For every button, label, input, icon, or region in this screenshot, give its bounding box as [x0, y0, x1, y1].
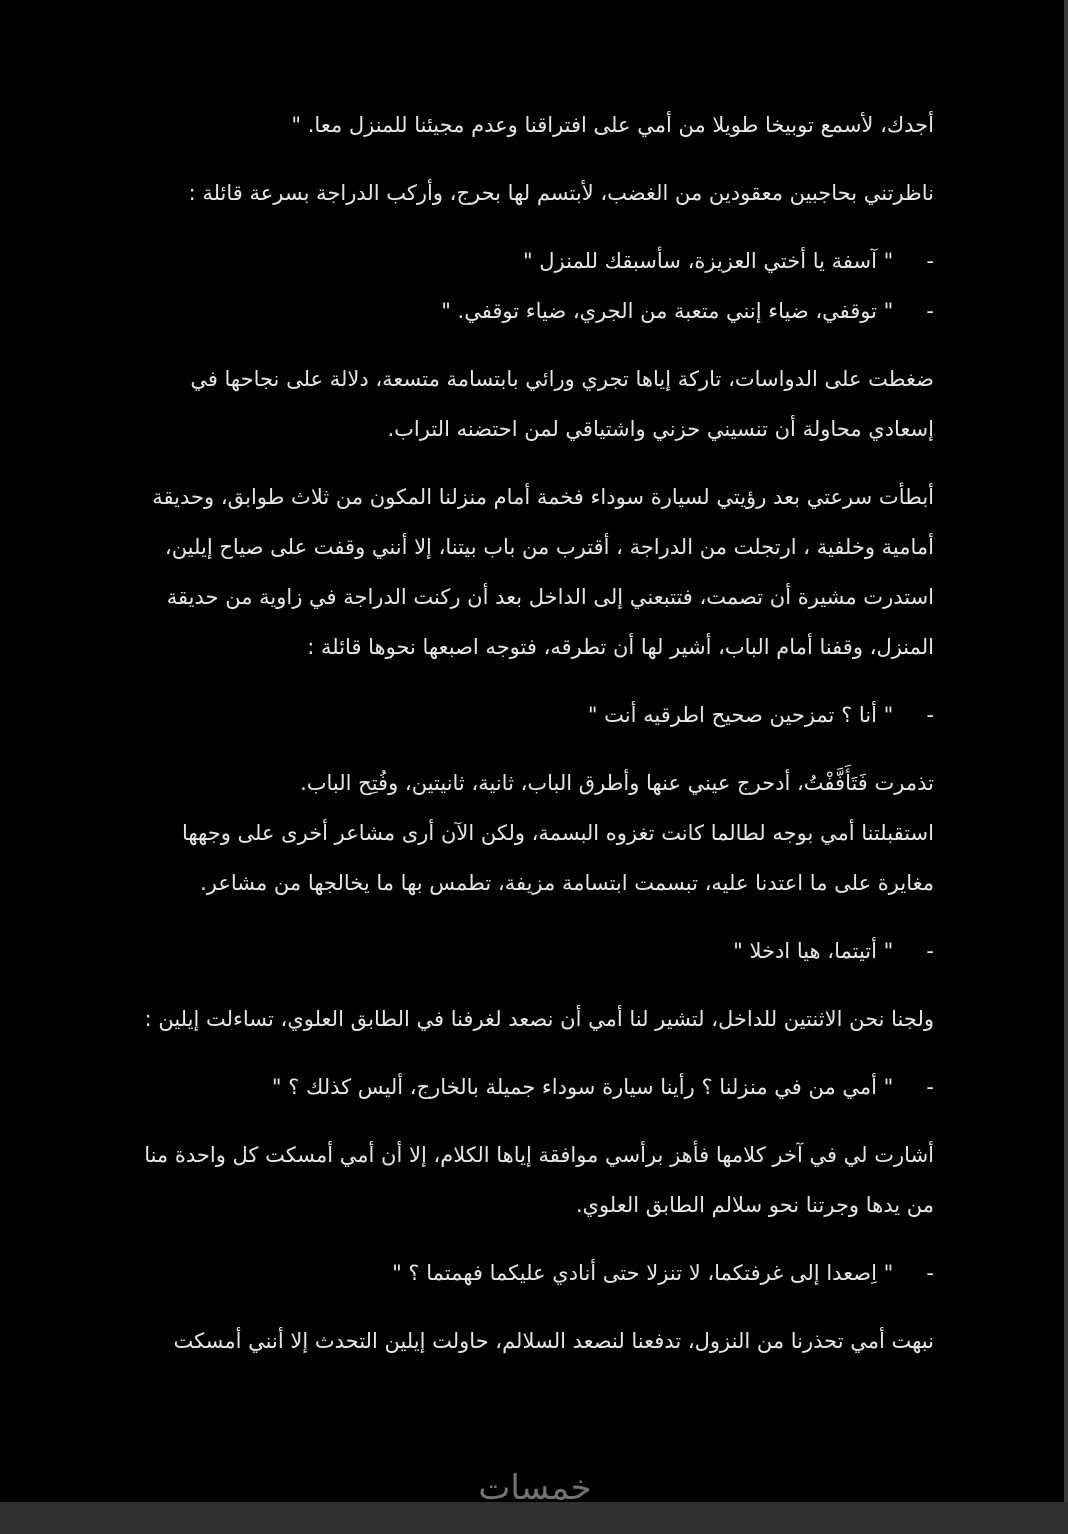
- paragraph-line: أشارت لي في آخر كلامها فأهز برأسي موافقة إياها الكلام، إلا أن أمي أمسكت كل واحدة منا: [144, 1143, 934, 1167]
- dialogue-line-4: [124, 926, 934, 976]
- dialogue-text: " توقفي، ضياء إنني متعبة من الجري، ضياء توقفي. ": [441, 299, 894, 323]
- watermark-logo: خمسات: [478, 1468, 592, 1508]
- dialogue-line-1: [124, 236, 934, 286]
- paragraph-line: ولجنا نحن الاثنتين للداخل، لتشير لنا أمي أن نصعد لغرفنا في الطابق العلوي، تساءلت إيلين :: [144, 1007, 934, 1031]
- paragraph-line: استقبلتنا أمي بوجه لطالما كانت تغزوه البسمة، ولكن الآن أرى مشاعر أخرى على وجهها: [181, 821, 934, 845]
- paragraph-line: تذمرت فَتَأَفَّفْتُ، أدحرج عيني عنها وأطرق الباب، ثانية، ثانيتين، وفُتِح الباب.: [300, 771, 934, 795]
- paragraph-3: [124, 354, 934, 454]
- dialogue-line-2: [124, 286, 934, 336]
- paragraph-line: نبهت أمي تحذرنا من النزول، تدفعنا لنصعد السلالم، حاولت إيلين التحدث إلا أنني أمسكت: [173, 1329, 934, 1353]
- paragraph-line: من يدها وجرتنا نحو سلالم الطابق العلوي.: [575, 1193, 934, 1217]
- paragraph-2: [124, 168, 934, 218]
- dialogue-dash: -: [926, 299, 934, 323]
- paragraph-line: أمامية وخلفية ، ارتجلت من الدراجة ، أقترب من باب بيتنا، إلا أنني وقفت على صياح إيلين،: [164, 535, 934, 559]
- paragraph-line: مغايرة على ما اعتدنا عليه، تبسمت ابتسامة مزيفة، تطمس بها ما يخالجها من مشاعر.: [200, 871, 934, 895]
- story-text: [124, 100, 934, 1384]
- dialogue-text: " آسفة يا أختي العزيزة، سأسبقك للمنزل ": [522, 249, 894, 273]
- paragraph-line: ناظرتني بحاجبين معقودين من الغضب، لأبتسم لها بحرج، وأركب الدراجة بسرعة قائلة :: [188, 181, 934, 205]
- dialogue-line-6: [124, 1248, 934, 1298]
- paragraph-line: إسعادي محاولة أن تنسيني حزني واشتياقي لمن احتضنه التراب.: [387, 417, 934, 441]
- dialogue-text: " أنا ؟ تمزحين صحيح اطرقيه أنت ": [587, 703, 894, 727]
- dialogue-text: " أمي من في منزلنا ؟ رأينا سيارة سوداء جميلة بالخارج، أليس كذلك ؟ ": [271, 1075, 894, 1099]
- dialogue-dash: -: [926, 703, 934, 727]
- paragraph-line: أبطأت سرعتي بعد رؤيتي لسيارة سوداء فخمة أمام منزلنا المكون من ثلاث طوابق، وحديقة: [152, 485, 934, 509]
- paragraph-line: أجدك، لأسمع توبيخا طويلا من أمي على افتراقنا وعدم مجيئنا للمنزل معا. ": [291, 113, 934, 137]
- paragraph-line: المنزل، وقفنا أمام الباب، أشير لها أن تطرقه، فتوجه اصبعها نحوها قائلة :: [307, 635, 934, 659]
- page-right-edge: [1064, 0, 1068, 1534]
- dialogue-line-3: [124, 690, 934, 740]
- dialogue-dash: -: [926, 1261, 934, 1285]
- paragraph-7: [124, 1130, 934, 1230]
- dialogue-line-5: [124, 1062, 934, 1112]
- dialogue-dash: -: [926, 1075, 934, 1099]
- dialogue-text: " أتيتما، هيا ادخلا ": [733, 939, 894, 963]
- paragraph-8: [124, 1316, 934, 1366]
- dialogue-text: " اِصعدا إلى غرفتكما، لا تنزلا حتى أنادي عليكما فهمتما ؟ ": [392, 1261, 894, 1285]
- paragraph-1: [124, 100, 934, 150]
- paragraph-6: [124, 994, 934, 1044]
- paragraph-5: [124, 758, 934, 908]
- paragraph-line: ضغطت على الدواسات، تاركة إياها تجري ورائي بابتسامة متسعة، دلالة على نجاحها في: [190, 367, 934, 391]
- paragraph-4: [124, 472, 934, 672]
- dialogue-dash: -: [926, 249, 934, 273]
- paragraph-line: استدرت مشيرة أن تصمت، فتتبعني إلى الداخل بعد أن ركنت الدراجة في زاوية من حديقة: [166, 585, 934, 609]
- dialogue-dash: -: [926, 939, 934, 963]
